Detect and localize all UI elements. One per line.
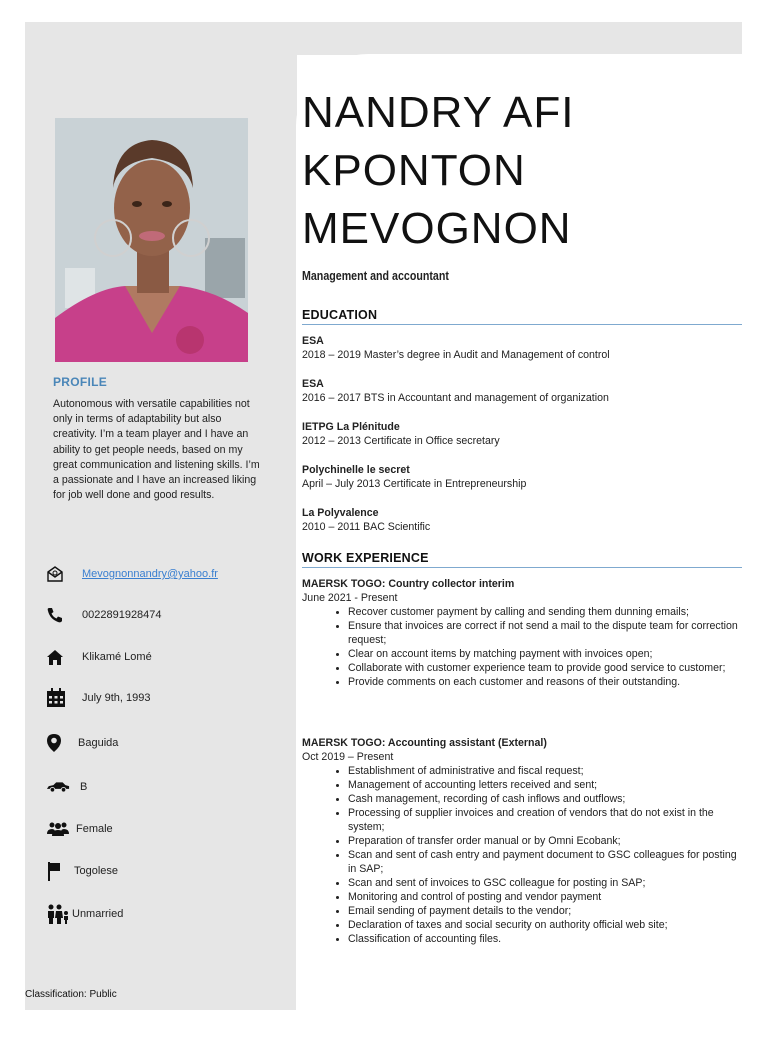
name-line-2: KPONTON <box>302 146 526 195</box>
education-detail: April – July 2013 Certificate in Entrepreneurship <box>302 478 527 490</box>
list-item: • Classification of accounting files. <box>348 932 742 946</box>
education-school: La Polyvalence <box>302 507 379 519</box>
home-icon <box>46 646 70 668</box>
education-detail: 2018 – 2019 Master’s degree in Audit and Management of control <box>302 349 610 361</box>
name-line-3: MEVOGNON <box>302 204 572 253</box>
flag-icon <box>46 860 70 882</box>
list-item: • Scan and sent of invoices to GSC colleague for posting in SAP; <box>348 876 742 890</box>
job-subtitle: Management and accountant <box>302 268 449 283</box>
birthdate-text: July 9th, 1993 <box>82 692 151 704</box>
education-school: ESA <box>302 378 324 390</box>
education-item <box>302 420 500 448</box>
profile-heading: PROFILE <box>53 375 108 389</box>
job-duties-list <box>302 764 742 946</box>
phone-number: 0022891928474 <box>82 609 162 621</box>
candidate-name <box>302 84 574 258</box>
profile-photo <box>55 118 248 362</box>
list-item: • Ensure that invoices are correct if not send a mail to the dispute team for correction request; <box>348 619 742 647</box>
list-item: • Processing of supplier invoices and creation of vendors that do not exist in the system; <box>348 806 742 834</box>
list-item: • Management of accounting letters received and sent; <box>348 778 742 792</box>
education-item <box>302 506 430 534</box>
list-item: • Declaration of taxes and social security on authority official web site; <box>348 918 742 932</box>
list-item: • Collaborate with customer experience team to provide good service to customer; <box>348 661 742 675</box>
location-pin-icon <box>46 732 70 754</box>
contact-nationality <box>46 860 118 882</box>
education-school: Polychinelle le secret <box>302 464 410 476</box>
contact-driving-licence <box>46 776 87 798</box>
contact-phone <box>46 604 162 626</box>
nationality-text: Togolese <box>74 865 119 877</box>
job-period: June 2021 - Present <box>302 592 398 604</box>
job-title: MAERSK TOGO: Accounting assistant (External) <box>302 737 547 749</box>
email-link[interactable]: Mevognonnandry@yahoo.fr <box>82 568 218 580</box>
education-school: ESA <box>302 335 324 347</box>
car-icon <box>46 776 70 798</box>
education-detail: 2016 – 2017 BTS in Accountant and management of organization <box>302 392 609 404</box>
contact-gender <box>46 818 113 840</box>
phone-icon <box>46 604 70 626</box>
address-text: Klikamé Lomé <box>82 651 152 663</box>
job-title: MAERSK TOGO: Country collector interim <box>302 578 515 590</box>
profile-summary: Autonomous with versatile capabilities not only in terms of adaptability but also creativity. I’m a team player and I have an ability to get people needs, based on my great communication and listening skills. I’m a passionate and I have an increased liking for job well done and good results. <box>53 398 260 502</box>
classification-label: Classification: Public <box>25 989 117 1000</box>
location-text: Baguida <box>78 737 119 749</box>
contact-address <box>46 646 152 668</box>
list-item: • Preparation of transfer order manual or by Omni Ecobank; <box>348 834 742 848</box>
education-item <box>302 334 610 362</box>
list-item: • Clear on account items by matching payment with invoices open; <box>348 647 742 661</box>
list-item: • Scan and sent of cash entry and payment document to GSC colleagues for posting in SAP; <box>348 848 742 876</box>
header-band <box>25 22 742 55</box>
family-icon <box>46 903 70 925</box>
work-experience-heading: WORK EXPERIENCE <box>302 551 742 568</box>
education-detail: 2010 – 2011 BAC Scientific <box>302 521 431 533</box>
list-item: • Cash management, recording of cash inflows and outflows; <box>348 792 742 806</box>
calendar-icon <box>46 687 70 709</box>
contact-location <box>46 732 118 754</box>
marital-status-text: Unmarried <box>72 908 124 920</box>
name-line-1: NANDRY AFI <box>302 88 575 137</box>
job-period: Oct 2019 – Present <box>302 751 394 763</box>
list-item: • Establishment of administrative and fiscal request; <box>348 764 742 778</box>
contact-email <box>46 563 218 585</box>
education-item <box>302 463 526 491</box>
list-item: • Email sending of payment details to the vendor; <box>348 904 742 918</box>
people-icon <box>46 818 70 840</box>
education-detail: 2012 – 2013 Certificate in Office secretary <box>302 435 500 447</box>
job-entry <box>302 577 742 689</box>
list-item: • Monitoring and control of posting and vendor payment <box>348 890 742 904</box>
list-item: • Provide comments on each customer and reasons of their outstanding. <box>348 675 742 689</box>
gender-text: Female <box>76 823 113 835</box>
licence-text: B <box>80 781 88 793</box>
job-duties-list <box>302 605 742 689</box>
envelope-icon <box>46 563 70 585</box>
list-item: • Recover customer payment by calling and sending them dunning emails; <box>348 605 742 619</box>
education-heading: EDUCATION <box>302 308 742 325</box>
contact-marital-status <box>46 903 123 925</box>
job-entry <box>302 736 742 946</box>
education-school: IETPG La Plénitude <box>302 421 400 433</box>
education-item <box>302 377 609 405</box>
contact-birthdate <box>46 687 151 709</box>
